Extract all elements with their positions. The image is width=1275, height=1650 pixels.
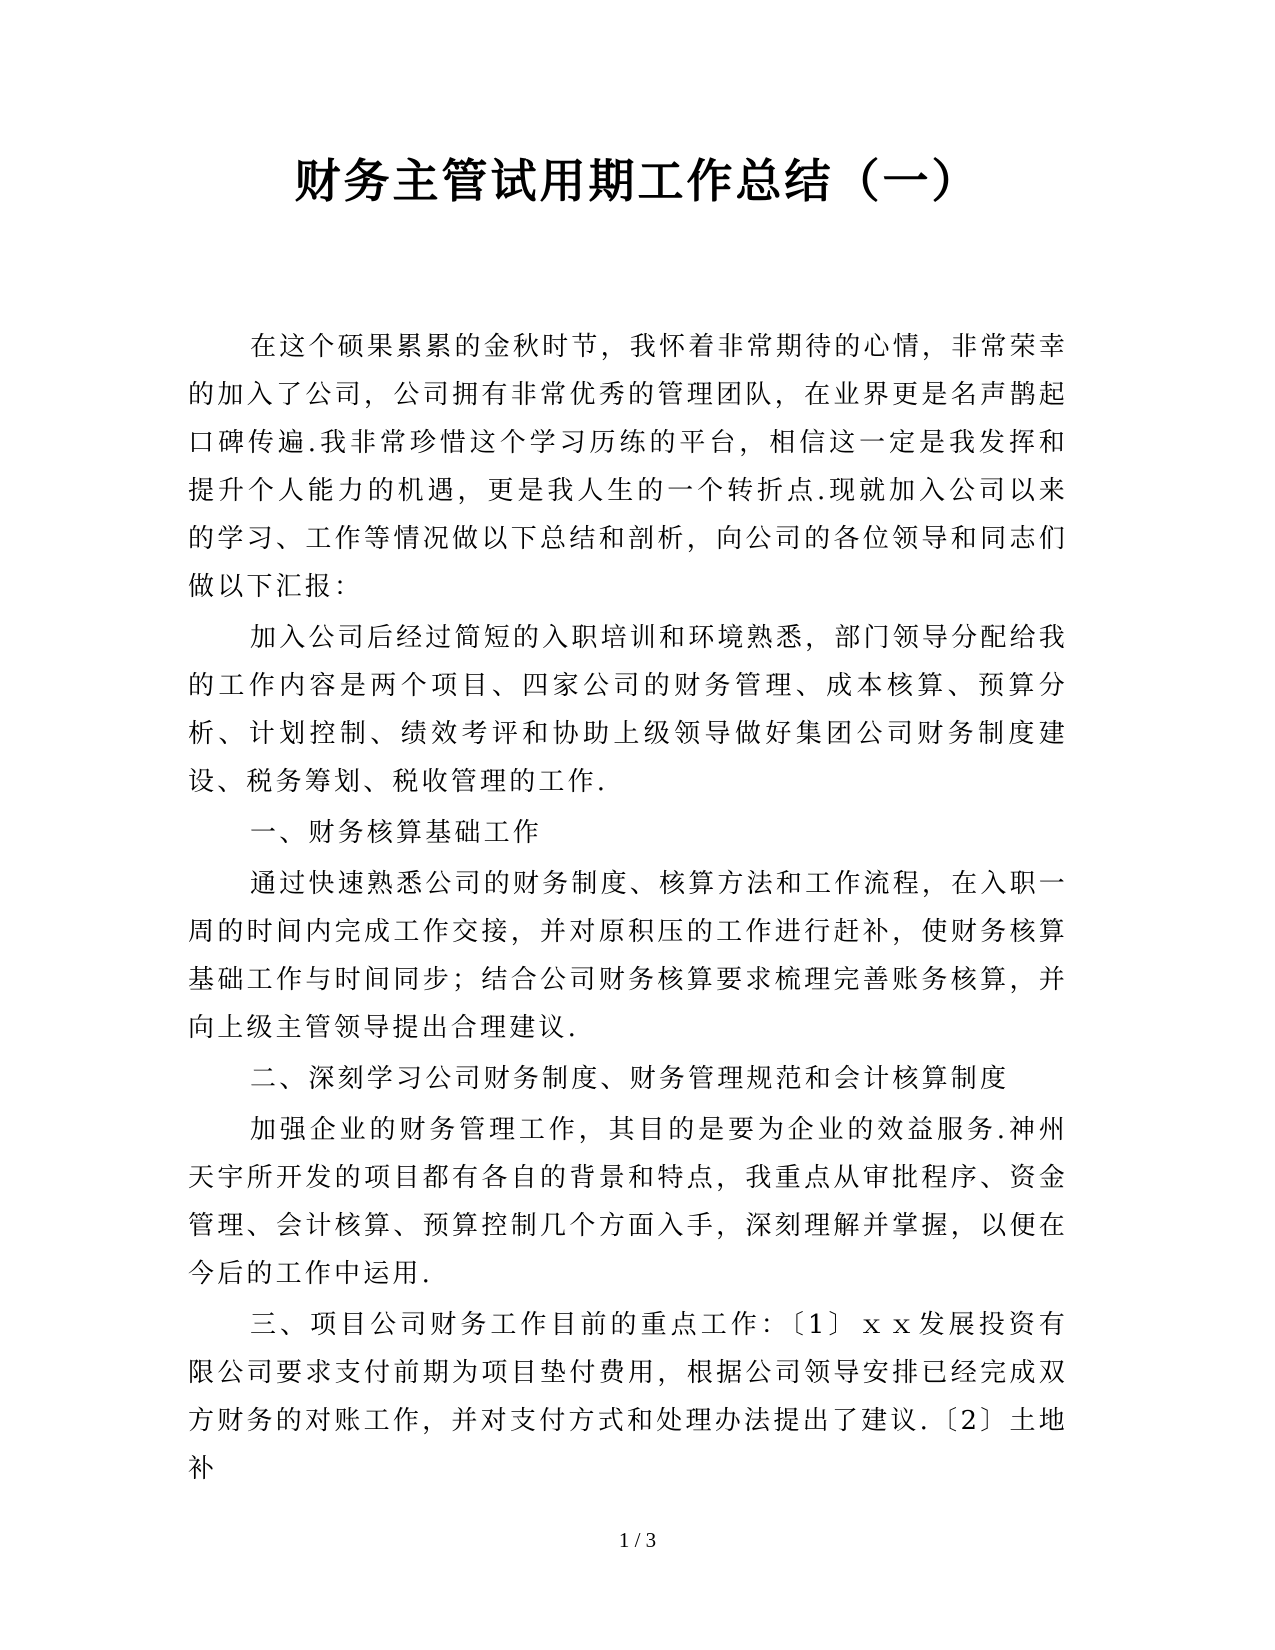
paragraph-intro: 在这个硕果累累的金秋时节，我怀着非常期待的心情，非常荣幸的加入了公司，公司拥有非常优秀的管理团队，在业界更是名声鹊起口碑传遍.我非常珍惜这个学习历练的平台，相信这一定是我发挥和提升个人能力的机遇，更是我人生的一个转折点.现就加入公司以来的学习、工作等情况做以下总结和剖析，向公司的各位领导和同志们做以下汇报： xyxy=(188,332,1068,602)
document-body xyxy=(188,323,1068,1496)
page-number: 1 / 3 xyxy=(618,1528,657,1552)
document-title: 财务主管试用期工作总结（一） xyxy=(294,154,981,208)
paragraph-section-2: 加强企业的财务管理工作，其目的是要为企业的效益服务.神州天宇所开发的项目都有各自的背景和特点，我重点从审批程序、资金管理、会计核算、预算控制几个方面入手，深刻理解并掌握，以便在今后的工作中运用. xyxy=(188,1115,1068,1289)
paragraph-assignment: 加入公司后经过简短的入职培训和环境熟悉，部门领导分配给我的工作内容是两个项目、四家公司的财务管理、成本核算、预算分析、计划控制、绩效考评和协助上级领导做好集团公司财务制度建设、税务筹划、税收管理的工作. xyxy=(188,623,1068,797)
section-heading-2: 二、深刻学习公司财务制度、财务管理规范和会计核算制度 xyxy=(250,1064,1010,1094)
paragraph-section-1: 通过快速熟悉公司的财务制度、核算方法和工作流程，在入职一周的时间内完成工作交接，并对原积压的工作进行赶补，使财务核算基础工作与时间同步；结合公司财务核算要求梳理完善账务核算，并向上级主管领导提出合理建议. xyxy=(188,869,1068,1043)
section-heading-1: 一、财务核算基础工作 xyxy=(250,818,543,848)
paragraph-section-3: 三、项目公司财务工作目前的重点工作：〔1〕ｘｘ发展投资有限公司要求支付前期为项目垫付费用，根据公司领导安排已经完成双方财务的对账工作，并对支付方式和处理办法提出了建议.〔2〕土地补 xyxy=(188,1310,1068,1484)
